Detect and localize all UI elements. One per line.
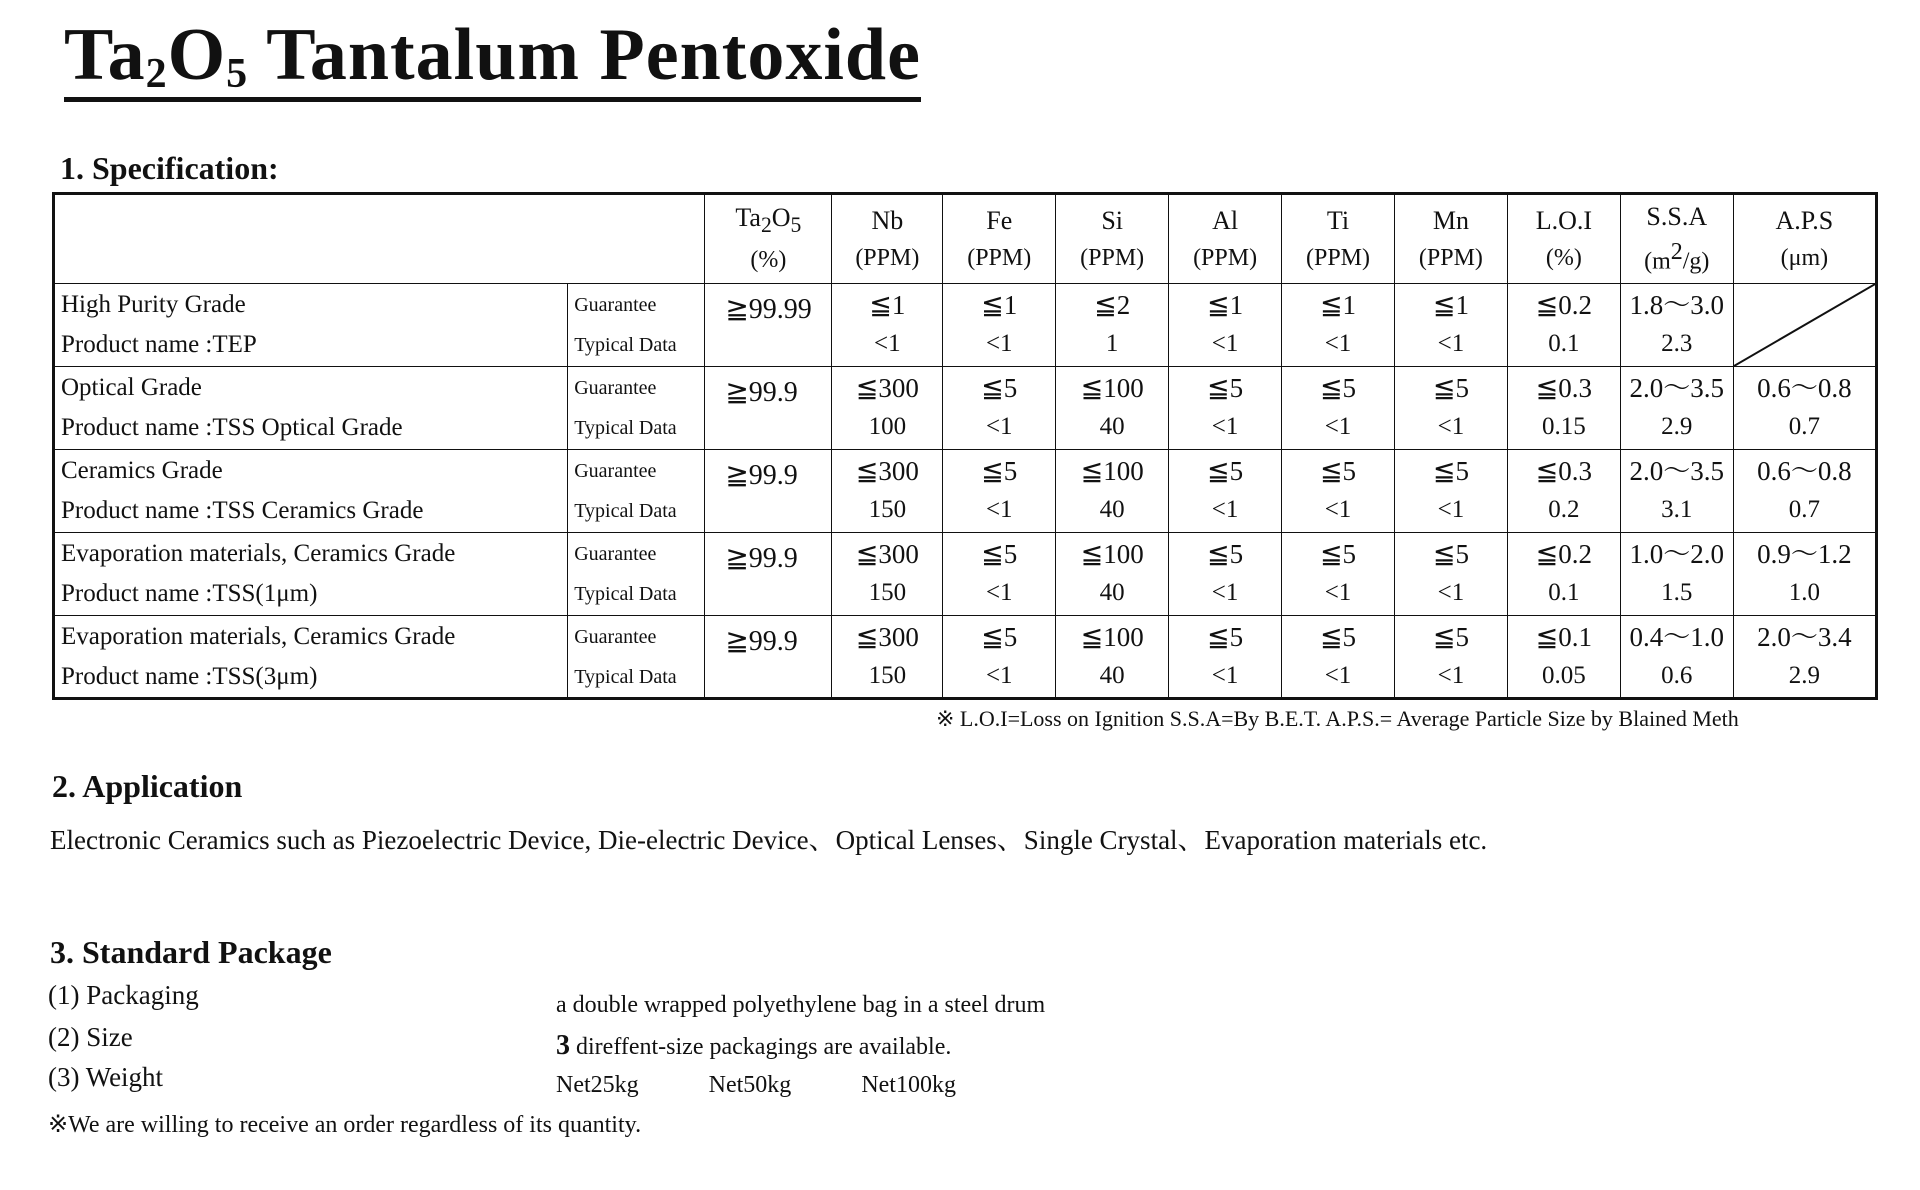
- product-cell: [54, 616, 568, 699]
- ssa-cell: [1620, 284, 1733, 367]
- weight-25kg: Net25kg: [556, 1072, 639, 1098]
- fe-cell: [943, 450, 1056, 533]
- specification-heading: 1. Specification:: [60, 150, 279, 186]
- product-cell: [54, 533, 568, 616]
- guarantee-value: 0.6～0.8: [1757, 456, 1852, 486]
- typical-value: 2.3: [1661, 330, 1693, 357]
- aps-cell: [1733, 367, 1876, 450]
- ssa-cell: [1620, 450, 1733, 533]
- mn-cell: [1394, 284, 1507, 367]
- size-label: (2) Size: [48, 1022, 133, 1052]
- row-label-cell: [568, 367, 705, 450]
- typical-value: 0.05: [1541, 661, 1586, 689]
- typical-label: Typical Data: [574, 334, 677, 356]
- application-heading: 2. Application: [52, 768, 243, 804]
- col-header-fe: Fe (PPM): [943, 194, 1056, 284]
- typical-value: 2.9: [1788, 661, 1820, 689]
- guarantee-value: ≦0.3: [1535, 373, 1593, 403]
- typical-value: 0.2: [1548, 496, 1580, 523]
- loi-cell: [1507, 450, 1620, 533]
- col-header-loi: L.O.I (%): [1507, 194, 1620, 284]
- guarantee-label: Guarantee: [574, 625, 657, 648]
- size-value: [556, 1030, 951, 1062]
- grade-name: Ceramics Grade: [61, 457, 223, 484]
- guarantee-value: ≦5: [1207, 456, 1244, 486]
- typical-value: <1: [1211, 579, 1239, 606]
- fe-cell: [943, 533, 1056, 616]
- order-note: ※We are willing to receive an order regardless of its quantity.: [48, 1112, 642, 1138]
- typical-label: Typical Data: [574, 417, 677, 439]
- mn-cell: [1394, 616, 1507, 699]
- guarantee-value: 1.0～2.0: [1629, 539, 1725, 569]
- typical-value: <1: [1437, 661, 1465, 689]
- typical-value: <1: [1324, 413, 1352, 440]
- grade-name: High Purity Grade: [61, 291, 246, 318]
- typical-value: <1: [985, 330, 1013, 357]
- aps-cell: [1733, 533, 1876, 616]
- guarantee-value: ≦5: [1319, 373, 1357, 403]
- typical-value: 40: [1099, 413, 1125, 440]
- guarantee-label: Guarantee: [574, 294, 657, 316]
- guarantee-value: 0.9～1.2: [1757, 539, 1852, 569]
- typical-label: Typical Data: [574, 665, 677, 688]
- specification-table: [52, 192, 1878, 700]
- al-cell: [1169, 533, 1282, 616]
- typical-value: <1: [985, 579, 1013, 606]
- packaging-value: a double wrapped polyethylene bag in a steel drum: [556, 992, 1046, 1018]
- typical-value: 1.5: [1661, 579, 1693, 606]
- product-cell: [54, 284, 568, 367]
- mn-cell: [1394, 533, 1507, 616]
- product-name: Product name :TSS Ceramics Grade: [61, 497, 424, 524]
- ssa-cell: [1620, 616, 1733, 699]
- row-label-cell: [568, 284, 705, 367]
- nb-cell: [832, 367, 943, 450]
- typical-value: 2.9: [1661, 413, 1693, 440]
- product-name: Product name :TSS(1μm): [61, 580, 318, 607]
- product-name: Product name :TSS(3μm): [61, 662, 318, 690]
- col-header-ta2o5: $Ta_2O_5$ (%): [705, 194, 832, 284]
- ti-cell: [1282, 450, 1395, 533]
- ti-cell: [1282, 367, 1395, 450]
- fe-cell: [943, 616, 1056, 699]
- al-cell: [1169, 616, 1282, 699]
- ti-cell: [1282, 284, 1395, 367]
- guarantee-value: ≦100: [1080, 621, 1144, 652]
- loi-cell: [1507, 616, 1620, 699]
- typical-value: <1: [1324, 496, 1352, 523]
- guarantee-value: ≦0.1: [1535, 621, 1593, 652]
- guarantee-value: 0.6～0.8: [1757, 373, 1852, 403]
- typical-value: <1: [985, 496, 1013, 523]
- al-cell: [1169, 450, 1282, 533]
- si-cell: [1056, 284, 1169, 367]
- guarantee-value: ≦5: [1207, 621, 1244, 652]
- guarantee-value: ≦100: [1080, 539, 1144, 569]
- product-name: Product name :TSS Optical Grade: [61, 414, 403, 441]
- guarantee-value: ≦300: [855, 373, 919, 403]
- typical-value: <1: [1324, 661, 1352, 689]
- grade-name: Evaporation materials, Ceramics Grade: [61, 540, 456, 567]
- guarantee-value: ≦5: [1432, 373, 1469, 403]
- typical-value: 0.15: [1541, 413, 1586, 440]
- typical-value: <1: [874, 330, 901, 357]
- guarantee-value: ≦5: [1207, 539, 1244, 569]
- guarantee-value: 2.0～3.5: [1629, 456, 1725, 486]
- guarantee-value: ≦1: [1207, 290, 1244, 320]
- guarantee-value: ≦100: [1080, 373, 1144, 403]
- ti-cell: [1282, 533, 1395, 616]
- typical-value: <1: [1211, 661, 1239, 689]
- aps-cell: [1733, 616, 1876, 699]
- guarantee-value: 0.4～1.0: [1629, 621, 1725, 652]
- guarantee-value: ≦5: [1432, 456, 1469, 486]
- ssa-cell: [1620, 533, 1733, 616]
- col-header-al: Al (PPM): [1169, 194, 1282, 284]
- row-label-cell: [568, 450, 705, 533]
- grade-name: Evaporation materials, Ceramics Grade: [61, 622, 456, 650]
- typical-value: 100: [868, 413, 907, 440]
- guarantee-value: ≦5: [981, 621, 1018, 652]
- nb-cell: [832, 616, 943, 699]
- guarantee-value: ≦2: [1094, 290, 1131, 320]
- guarantee-value: ≦5: [981, 373, 1018, 403]
- typical-value: 0.7: [1788, 413, 1820, 440]
- typical-value: <1: [1211, 496, 1239, 523]
- guarantee-value: ≦5: [981, 539, 1018, 569]
- typical-value: <1: [1437, 330, 1465, 357]
- weight-label: (3) Weight: [48, 1062, 164, 1092]
- typical-value: <1: [1324, 330, 1352, 357]
- guarantee-value: ≦1: [869, 290, 906, 320]
- application-text: Electronic Ceramics such as Piezoelectric Device, Die-electric Device、Optical Lenses、Single Crystal、Evaporation materials etc.: [50, 825, 1488, 855]
- packaging-label: (1) Packaging: [48, 980, 199, 1010]
- typical-value: 0.6: [1661, 661, 1693, 689]
- typical-value: <1: [985, 413, 1013, 440]
- guarantee-label: Guarantee: [574, 543, 657, 565]
- table-row: [54, 450, 1877, 533]
- guarantee-value: ≦5: [1319, 539, 1357, 569]
- table-row: [54, 367, 1877, 450]
- typical-value: 1.0: [1788, 579, 1820, 606]
- size-number: 3: [556, 1030, 570, 1061]
- col-header-nb: Nb (PPM): [832, 194, 943, 284]
- guarantee-value: ≦5: [981, 456, 1018, 486]
- col-header-mn: Mn (PPM): [1394, 194, 1507, 284]
- guarantee-value: ≦300: [855, 621, 919, 652]
- guarantee-value: ≦1: [981, 290, 1018, 320]
- typical-value: 0.1: [1548, 330, 1580, 357]
- typical-value: 40: [1099, 579, 1125, 606]
- guarantee-value: ≦0.2: [1535, 290, 1593, 320]
- typical-label: Typical Data: [574, 583, 677, 605]
- fe-cell: [943, 367, 1056, 450]
- table-row: [54, 284, 1877, 367]
- ta2o5-value: ≧99.9: [705, 367, 832, 450]
- guarantee-value: 2.0～3.5: [1629, 373, 1725, 403]
- typical-value: 150: [868, 579, 907, 606]
- ta2o5-value: ≧99.9: [705, 533, 832, 616]
- guarantee-value: ≦0.3: [1535, 456, 1593, 486]
- guarantee-label: Guarantee: [574, 460, 657, 482]
- typical-value: <1: [1211, 330, 1239, 357]
- fe-cell: [943, 284, 1056, 367]
- guarantee-value: ≦1: [1319, 290, 1357, 320]
- product-cell: [54, 367, 568, 450]
- guarantee-value: ≦5: [1319, 621, 1357, 652]
- col-header-aps: A.P.S (μm): [1733, 194, 1876, 284]
- al-cell: [1169, 284, 1282, 367]
- table-header-row: [54, 194, 1877, 284]
- table-row: [54, 616, 1877, 699]
- loi-cell: [1507, 367, 1620, 450]
- typical-value: <1: [1324, 579, 1352, 606]
- mn-cell: [1394, 450, 1507, 533]
- loi-cell: [1507, 533, 1620, 616]
- si-cell: [1056, 367, 1169, 450]
- typical-value: <1: [1437, 413, 1465, 440]
- size-text: direffent-size packagings are available.: [570, 1034, 952, 1060]
- ta2o5-value: ≧99.9: [705, 450, 832, 533]
- product-name: Product name :TEP: [61, 331, 257, 358]
- guarantee-value: ≦5: [1319, 456, 1357, 486]
- al-cell: [1169, 367, 1282, 450]
- typical-value: <1: [1437, 579, 1465, 606]
- typical-value: <1: [1437, 496, 1465, 523]
- guarantee-value: 1.8～3.0: [1629, 290, 1725, 320]
- ssa-cell: [1620, 367, 1733, 450]
- guarantee-value: ≦100: [1080, 456, 1144, 486]
- typical-value: 3.1: [1661, 496, 1693, 523]
- typical-value: 0.7: [1788, 496, 1820, 523]
- si-cell: [1056, 616, 1169, 699]
- grade-name: Optical Grade: [61, 374, 202, 401]
- row-label-cell: [568, 616, 705, 699]
- nb-cell: [832, 533, 943, 616]
- typical-value: <1: [985, 661, 1013, 689]
- typical-value: 150: [868, 661, 907, 689]
- page-title: $Ta_2O_5$ Tantalum Pentoxide: [64, 18, 921, 102]
- typical-value: 0.1: [1548, 579, 1580, 606]
- si-cell: [1056, 533, 1169, 616]
- aps-cell: [1733, 450, 1876, 533]
- guarantee-value: ≦1: [1432, 290, 1469, 320]
- product-cell: [54, 450, 568, 533]
- col-header-ssa: S.S.A $(m^2/g)$: [1620, 194, 1733, 284]
- row-label-cell: [568, 533, 705, 616]
- typical-value: <1: [1211, 413, 1239, 440]
- weight-50kg: Net50kg: [708, 1072, 792, 1098]
- typical-value: 150: [868, 496, 907, 523]
- weight-values: [556, 1072, 1020, 1099]
- aps-empty-diagonal-cell: [1733, 284, 1876, 367]
- typical-value: 40: [1099, 496, 1125, 523]
- standard-package-heading: 3. Standard Package: [50, 934, 332, 970]
- typical-label: Typical Data: [574, 500, 677, 522]
- weight-100kg: Net100kg: [861, 1072, 956, 1098]
- guarantee-value: ≦300: [855, 539, 919, 569]
- nb-cell: [832, 450, 943, 533]
- header-blank-cell: [54, 194, 705, 284]
- mn-cell: [1394, 367, 1507, 450]
- ti-cell: [1282, 616, 1395, 699]
- table-footnote: ※ L.O.I=Loss on Ignition S.S.A=By B.E.T. A.P.S.= Average Particle Size by Blained Meth: [936, 706, 1739, 731]
- guarantee-value: ≦5: [1432, 621, 1469, 652]
- col-header-si: Si (PPM): [1056, 194, 1169, 284]
- table-row: [54, 533, 1877, 616]
- guarantee-value: 2.0～3.4: [1757, 621, 1852, 652]
- ta2o5-value: ≧99.9: [705, 616, 832, 699]
- guarantee-value: ≦5: [1432, 539, 1469, 569]
- nb-cell: [832, 284, 943, 367]
- guarantee-value: ≦5: [1207, 373, 1244, 403]
- ta2o5-value: ≧99.99: [705, 284, 832, 367]
- guarantee-label: Guarantee: [574, 377, 657, 399]
- typical-value: 40: [1099, 661, 1125, 689]
- col-header-ti: Ti (PPM): [1282, 194, 1395, 284]
- guarantee-value: ≦300: [855, 456, 919, 486]
- guarantee-value: ≦0.2: [1535, 539, 1593, 569]
- diagonal-line: [1734, 284, 1875, 366]
- si-cell: [1056, 450, 1169, 533]
- loi-cell: [1507, 284, 1620, 367]
- typical-value: 1: [1105, 330, 1119, 357]
